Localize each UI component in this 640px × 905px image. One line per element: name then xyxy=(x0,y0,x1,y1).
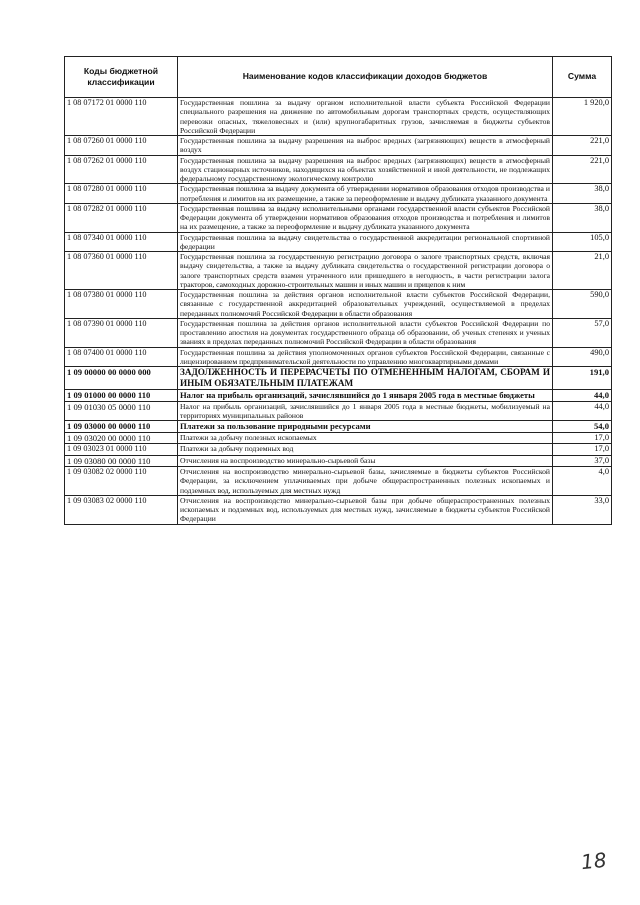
table-row xyxy=(65,136,612,156)
table-row xyxy=(65,155,612,184)
table-row xyxy=(65,98,612,136)
row-sum: 17,0 xyxy=(553,432,612,443)
row-name: Платежи за пользование природными ресурсами xyxy=(178,421,553,432)
row-sum: 191,0 xyxy=(553,367,612,390)
row-sum: 44,0 xyxy=(553,401,612,421)
row-code: 1 09 01030 05 0000 110 xyxy=(65,401,178,421)
table-row xyxy=(65,203,612,232)
page-number: 18 xyxy=(579,847,608,875)
row-sum: 4,0 xyxy=(553,467,612,496)
row-code: 1 08 07262 01 0000 110 xyxy=(65,155,178,184)
row-name: Отчисления на воспроизводство минерально-сырьевой базы при добыче общераспространенных полезных ископаемых и подземных вод, используемых для местных нужд, зачисляемые в бюджеты субъектов Российской Федерации xyxy=(178,495,553,524)
table-row xyxy=(65,495,612,524)
table-row xyxy=(65,390,612,401)
row-code: 1 09 03083 02 0000 110 xyxy=(65,495,178,524)
table-row xyxy=(65,467,612,496)
row-name: Государственная пошлина за выдачу документа об утверждении нормативов образования отходов производства и потребления и лимитов на их размещение, а также за переоформление и выдачу дубликата указанного документа xyxy=(178,184,553,204)
table-row xyxy=(65,290,612,319)
row-name: Налог на прибыль организаций, зачислявшийся до 1 января 2005 года в местные бюджеты, мобилизуемый на территориях муниципальных районов xyxy=(178,401,553,421)
table-row xyxy=(65,455,612,466)
table-row xyxy=(65,252,612,290)
row-name: ЗАДОЛЖЕННОСТЬ И ПЕРЕРАСЧЕТЫ ПО ОТМЕНЕННЫМ НАЛОГАМ, СБОРАМ И ИНЫМ ОБЯЗАТЕЛЬНЫМ ПЛАТЕЖАМ xyxy=(178,367,553,390)
row-code: 1 08 07172 01 0000 110 xyxy=(65,98,178,136)
row-code: 1 08 07390 01 0000 110 xyxy=(65,318,178,347)
table-row xyxy=(65,347,612,367)
row-sum: 37,0 xyxy=(553,455,612,466)
row-name: Платежи за добычу подземных вод xyxy=(178,444,553,455)
row-sum: 38,0 xyxy=(553,184,612,204)
header-sum: Сумма xyxy=(553,57,612,98)
row-name: Государственная пошлина за действия органов исполнительной власти субъектов Российской Федерации по проставлению апостиля на документах государственного образца об образовании, об ученых степенях и ученых званиях в пределах переданных полномочий Российской Федерации в области образования xyxy=(178,318,553,347)
row-code: 1 09 03000 00 0000 110 xyxy=(65,421,178,432)
row-code: 1 09 03080 00 0000 110 xyxy=(65,455,178,466)
row-sum: 590,0 xyxy=(553,290,612,319)
table-row xyxy=(65,401,612,421)
row-name: Государственная пошлина за действия уполномоченных органов субъектов Российской Федерации, связанные с лицензированием предпринимательской деятельности по управлению многоквартирными домами xyxy=(178,347,553,367)
table-row xyxy=(65,318,612,347)
row-name: Государственная пошлина за выдачу исполнительными органами государственной власти субъектов Российской Федерации документа об утверждении нормативов образования отходов производства и потребления и лимитов на их размещение, а также за переоформление и выдачу дубликата указанного документа xyxy=(178,203,553,232)
row-name: Налог на прибыль организаций, зачислявшийся до 1 января 2005 года в местные бюджеты xyxy=(178,390,553,401)
table-row xyxy=(65,421,612,432)
row-sum: 1 920,0 xyxy=(553,98,612,136)
row-code: 1 09 03082 02 0000 110 xyxy=(65,467,178,496)
row-name: Государственная пошлина за выдачу органом исполнительной власти субъекта Российской Федерации специального разрешения на движение по автомобильным дорогам транспортных средств, осуществляющих перевозки опасных, тяжеловесных и (или) крупногабаритных грузов, зачисляемая в бюджеты субъектов Российской Федерации xyxy=(178,98,553,136)
row-sum: 221,0 xyxy=(553,155,612,184)
budget-revenue-table xyxy=(64,56,612,525)
row-sum: 490,0 xyxy=(553,347,612,367)
header-codes: Коды бюджетной классификации xyxy=(65,57,178,98)
row-name: Государственная пошлина за государственную регистрацию договора о залоге транспортных средств, включая выдачу свидетельства, а также за выдачу дубликата свидетельства о государственной регистрации договора о залоге транспортных средств взамен утраченного или пришедшего в негодность, в части регистрации залога тракторов, самоходных дорожно-строительных машин и иных машин и прицепов к ним xyxy=(178,252,553,290)
row-name: Отчисления на воспроизводство минерально-сырьевой базы, зачисляемые в бюджеты субъектов Российской Федерации, за исключением уплачиваемых при добыче общераспространенных полезных ископаемых и подземных вод, используемых для местных нужд xyxy=(178,467,553,496)
row-code: 1 08 07360 01 0000 110 xyxy=(65,252,178,290)
row-name: Государственная пошлина за выдачу разрешения на выброс вредных (загрязняющих) веществ в атмосферный воздух стационарных источников, находящихся на объектах хозяйственной и иной деятельности, не подлежащих федеральному государственному экологическому контролю xyxy=(178,155,553,184)
row-name: Государственная пошлина за выдачу разрешения на выброс вредных (загрязняющих) веществ в атмосферный воздух xyxy=(178,136,553,156)
row-sum: 54,0 xyxy=(553,421,612,432)
row-code: 1 08 07282 01 0000 110 xyxy=(65,203,178,232)
row-sum: 57,0 xyxy=(553,318,612,347)
row-sum: 221,0 xyxy=(553,136,612,156)
row-name: Государственная пошлина за выдачу свидетельства о государственной аккредитации региональной спортивной федерации xyxy=(178,232,553,252)
row-sum: 44,0 xyxy=(553,390,612,401)
table-header-row xyxy=(65,57,612,98)
row-code: 1 09 00000 00 0000 000 xyxy=(65,367,178,390)
row-code: 1 09 01000 00 0000 110 xyxy=(65,390,178,401)
row-sum: 105,0 xyxy=(553,232,612,252)
header-name: Наименование кодов классификации доходов бюджетов xyxy=(178,57,553,98)
row-code: 1 09 03023 01 0000 110 xyxy=(65,444,178,455)
table-row xyxy=(65,367,612,390)
row-sum: 17,0 xyxy=(553,444,612,455)
row-code: 1 09 03020 00 0000 110 xyxy=(65,432,178,443)
table-row xyxy=(65,432,612,443)
table-row xyxy=(65,232,612,252)
row-code: 1 08 07260 01 0000 110 xyxy=(65,136,178,156)
table-row xyxy=(65,444,612,455)
row-sum: 38,0 xyxy=(553,203,612,232)
row-sum: 33,0 xyxy=(553,495,612,524)
table-row xyxy=(65,184,612,204)
row-code: 1 08 07280 01 0000 110 xyxy=(65,184,178,204)
row-code: 1 08 07340 01 0000 110 xyxy=(65,232,178,252)
row-name: Отчисления на воспроизводство минерально-сырьевой базы xyxy=(178,455,553,466)
row-name: Государственная пошлина за действия органов исполнительной власти субъектов Российской Федерации, связанные с государственной аккредитацией образовательных учреждений, осуществляемой в пределах переданных полномочий Российской Федерации в области образования xyxy=(178,290,553,319)
row-name: Платежи за добычу полезных ископаемых xyxy=(178,432,553,443)
row-code: 1 08 07400 01 0000 110 xyxy=(65,347,178,367)
row-sum: 21,0 xyxy=(553,252,612,290)
row-code: 1 08 07380 01 0000 110 xyxy=(65,290,178,319)
